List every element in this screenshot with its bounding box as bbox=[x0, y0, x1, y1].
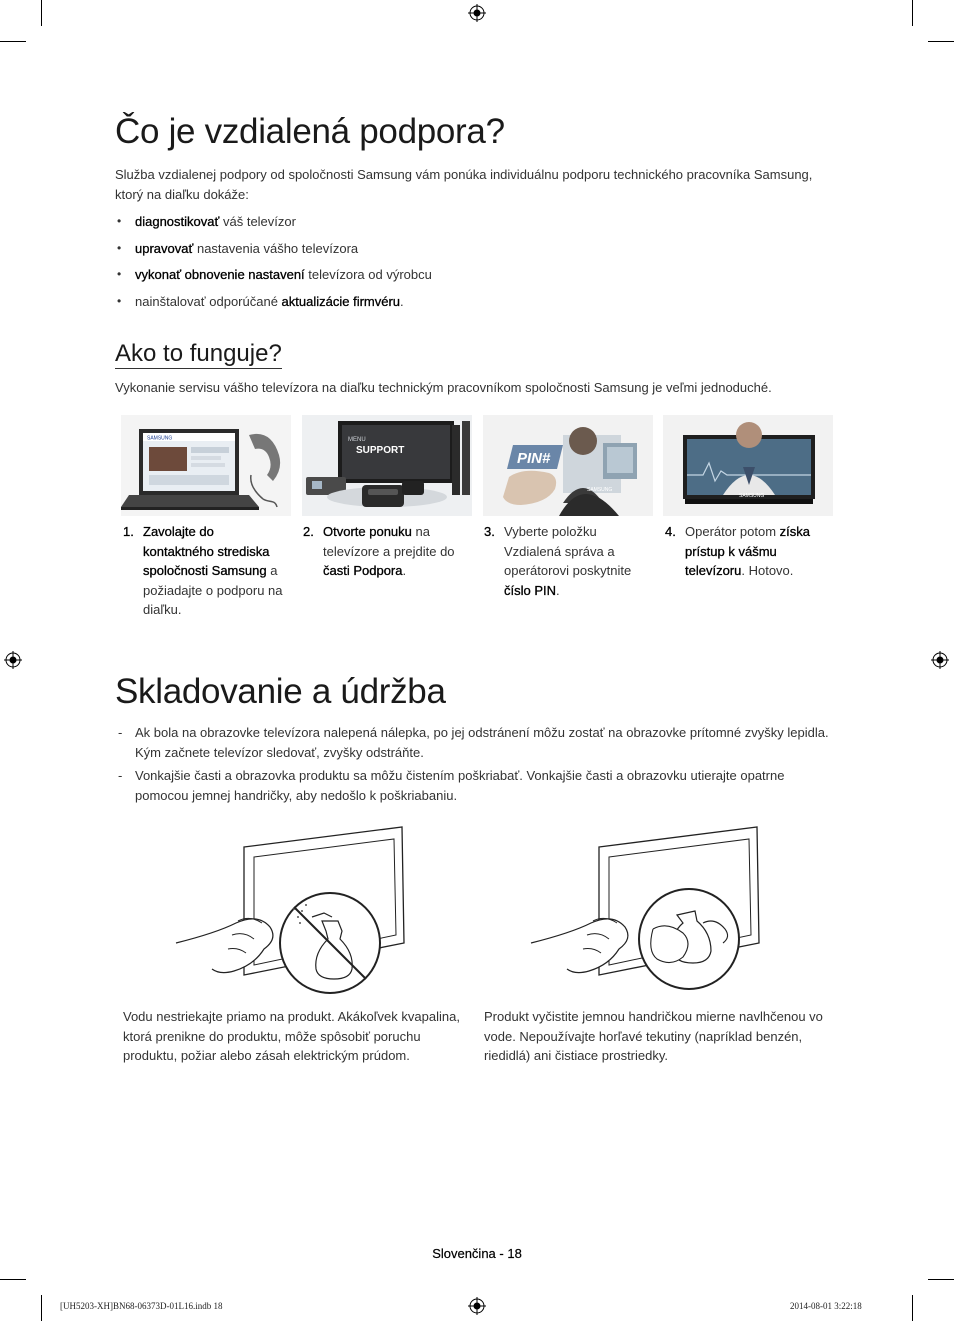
illustration-no-spray bbox=[172, 825, 412, 995]
caption-no-spray: Vodu nestriekajte priamo na produkt. Akákoľvek kvapalina, ktorá prenikne do produktu, môže spôsobiť poruchu produktu, požiar alebo zásah elektrickým prúdom. bbox=[123, 1009, 460, 1063]
list-item: • upravovať nastavenia vášho televízora bbox=[115, 239, 835, 266]
intro-paragraph: Služba vzdialenej podpory od spoločnosti Samsung vám ponúka individuálnu podporu technického pracovníka Samsung, ktorý na diaľku dokáže: bbox=[115, 167, 813, 202]
crop-mark bbox=[0, 1279, 26, 1280]
list-item: • nainštalovať odporúčané aktualizácie firmvéru. bbox=[115, 292, 835, 319]
crop-mark bbox=[0, 41, 26, 42]
menu-label: MENU bbox=[348, 437, 366, 443]
illustration-wipe-cloth bbox=[527, 825, 767, 995]
caption-wipe-cloth: Produkt vyčistite jemnou handričkou mierne navlhčenou vo vode. Nepoužívajte horľavé tekutiny (napríklad benzén, riedidlá) ani čistiace prostriedky. bbox=[484, 1009, 823, 1063]
list-item: - Ak bola na obrazovke televízora nalepená nálepka, po jej odstránení môžu zostať na obrazovke prítomné zvyšky lepidla. Kým začnete televízor sledovať, zvyšky odstráňte. bbox=[117, 723, 835, 762]
print-slug-date: 2014-08-01 3:22:18 bbox=[790, 1301, 862, 1311]
how-it-works-paragraph: Vykonanie servisu vášho televízora na diaľku technickým pracovníkom spoločnosti Samsung je veľmi jednoduché. bbox=[115, 380, 772, 395]
page-number: Slovenčina - 18 bbox=[432, 1246, 522, 1261]
list-item: • diagnostikovať váš televízor bbox=[115, 212, 835, 239]
list-item: - Vonkajšie časti a obrazovka produktu sa môžu čistením poškriabať. Vonkajšie časti a obrazovku utierajte opatrne pomocou jemnej handričky, aby nedošlo k poškriabaniu. bbox=[117, 766, 835, 805]
crop-mark bbox=[41, 0, 42, 26]
brand-label: SAMSUNG bbox=[739, 493, 765, 499]
subsection-title-how-it-works: Ako to funguje? bbox=[115, 340, 282, 367]
crop-mark bbox=[912, 0, 913, 26]
crop-mark bbox=[41, 1295, 42, 1321]
brand-label: SAMSUNG bbox=[587, 487, 613, 493]
list-item: • vykonať obnovenie nastavení televízora od výrobcu bbox=[115, 265, 835, 292]
illustration-menu-support bbox=[302, 415, 472, 516]
registration-mark-icon bbox=[468, 1297, 486, 1315]
section-title-storage-maintenance: Skladovanie a údržba bbox=[115, 672, 446, 711]
crop-mark bbox=[912, 1295, 913, 1321]
registration-mark-icon bbox=[468, 4, 486, 22]
pin-label: PIN# bbox=[517, 450, 551, 467]
crop-mark bbox=[928, 1279, 954, 1280]
support-label: SUPPORT bbox=[356, 445, 405, 456]
print-slug-file: [UH5203-XH]BN68-06373D-01L16.indb 18 bbox=[60, 1301, 223, 1311]
capability-list bbox=[115, 212, 835, 318]
section-title-remote-support: Čo je vzdialená podpora? bbox=[115, 112, 505, 151]
registration-mark-icon bbox=[4, 651, 22, 669]
registration-mark-icon bbox=[931, 651, 949, 669]
illustration-pin-operator bbox=[483, 415, 653, 516]
crop-mark bbox=[928, 41, 954, 42]
illustration-laptop-phone bbox=[121, 415, 291, 516]
maintenance-list bbox=[117, 723, 835, 809]
laptop-screen-brand: SAMSUNG bbox=[147, 435, 173, 442]
illustration-operator-tv bbox=[663, 415, 833, 516]
